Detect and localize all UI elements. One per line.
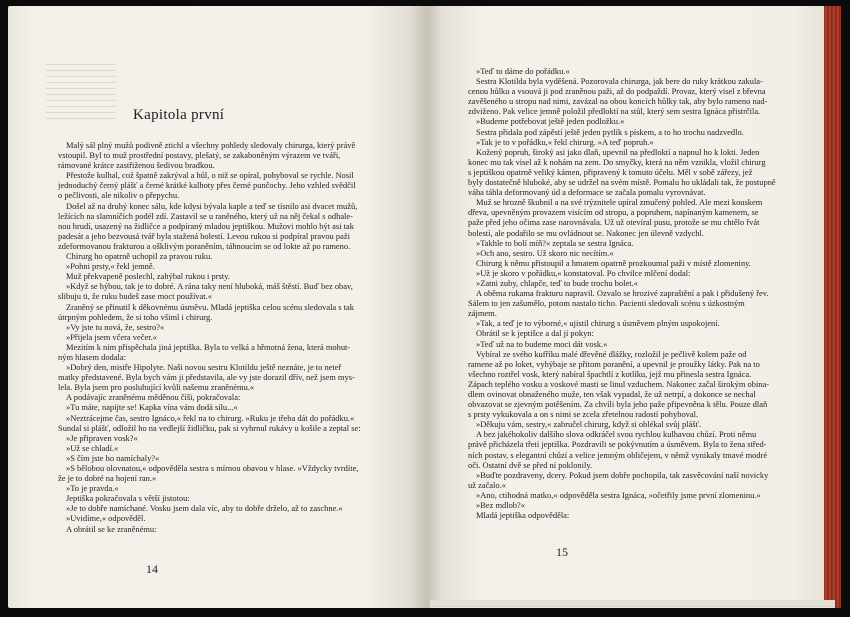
right-text-line: právě přicházela třetí jeptiška. Pozdravili se pokývnutím a úsměvem. Byla to žena střed- bbox=[468, 439, 767, 450]
right-text-line: zájmem. bbox=[468, 308, 497, 319]
left-text-line: slibuju ti, že ruku budeš zase moct používat.« bbox=[58, 291, 212, 302]
left-text-line: ným hlasem dodala: bbox=[58, 351, 126, 362]
right-text-line: ních postav, s elegantní chůzí a velice jemným obličejem, v němž vynikaly tmavé modré bbox=[468, 449, 768, 460]
left-text-line: »S čím jste ho namíchaly?« bbox=[66, 452, 160, 463]
right-text-line: ramene až po loket, vyhýbaje se přitom poranění, a upevnil je proužky látky. Pak na to bbox=[468, 358, 760, 369]
right-text-line: Sestra přidala pod zápěstí ještě jeden pytlík s pískem, a to ho trochu nadzvedlo. bbox=[476, 126, 744, 137]
left-text-line: že je to dobré na hojení ran.« bbox=[58, 473, 157, 484]
left-text-line: Jeptiška pokračovala s větší jistotou: bbox=[66, 493, 190, 504]
right-text-line: dlem ovinovat obnaženého muže, ten však vypadal, že už netrpí, a dokonce se nechal bbox=[468, 389, 756, 399]
left-text-line: Muž překvapeně poslechl, zahýbal rukou i prsty. bbox=[66, 271, 230, 282]
left-text-line: »S bělobou olovnatou,« odpověděla sestra s mírnou obavou v hlase. »Vždycky tvrdíte, bbox=[66, 463, 359, 473]
chapter-title: Kapitola první bbox=[133, 107, 225, 123]
bleed-through-text bbox=[46, 64, 116, 124]
left-text-line: »Když se hýbou, tak je to dobré. A rána taky není hluboká, máš štěstí. Buď bez obav, bbox=[66, 281, 353, 292]
left-text-line: »Dobrý den, mistře Hipolyte. Naši novou sestru Klotildu ještě neznáte, je to neteř bbox=[66, 362, 342, 373]
right-text-line: dřeva, upevněným provazem visícím od stropu, a popruhem, napínaným kamenem, se bbox=[468, 207, 759, 218]
left-text-line: zdeformovanou frakturou a ošklivým poraněním, táhnoucím se od lokte až po rameno. bbox=[58, 240, 351, 251]
right-text-line: zdviženo. Pak velice jemně položil předloktí na stůl, který sem sestra Ignáca přistrčila. bbox=[468, 106, 761, 117]
right-text-line: »Takhle to bolí míň?« zeptala se sestra Ignáca. bbox=[476, 237, 634, 248]
right-text-line: bolestí, ale podařilo se mu ovládnout se. Nakonec jen úlevně vzdychl. bbox=[468, 227, 704, 238]
right-text-line: obvazovat se zjevným potěšením. Za chvíli byla jeho paže připevněna k tělu. Pouze dlaň bbox=[468, 399, 768, 410]
left-text-line: vstoupil. Byl to muž prostřední postavy, plešatý, se zakaboněným výrazem ve tváři, bbox=[58, 150, 341, 161]
left-text-line: »Uvidíme,« odpověděl. bbox=[66, 513, 146, 524]
book-bottom-edge bbox=[430, 600, 835, 608]
right-text-line: Kožený popruh, široký asi jako dlaň, upevnil na předloktí a napnul ho k lokti. Jeden bbox=[476, 146, 760, 157]
left-text-line: padesát a jeho bezvousá tvář byla stažená bolestí. Levou rukou si podpíral pravou paži bbox=[58, 230, 350, 241]
right-text-line: »Buďte pozdraveny, dcery. Pokud jsem dobře pochopila, tak zasvěcování naší novicky bbox=[476, 469, 769, 480]
right-text-line: A oběma rukama frakturu napravil. Ozvalo se hrozivé zapraštění a pak i přidušený řev. bbox=[476, 288, 769, 299]
right-page-body bbox=[468, 66, 808, 520]
right-text-line: váha táhla deformovaný úd a deformace se začala pomalu vyrovnávat. bbox=[468, 187, 706, 198]
left-text-line: »Neztrácejme čas, sestro Ignáco,« řekl na to chirurg. »Ruku je třeba dát do pořádku.« bbox=[66, 412, 355, 423]
right-text-line: konec mu tak visel až k nohám na zem. Do smyčky, která na něm vznikla, vložil chirurg bbox=[468, 156, 766, 167]
right-text-line: »Bez mdlob?« bbox=[476, 500, 525, 511]
right-text-line: Sestra Klotilda byla vyděšená. Pozorovala chirurga, jak bere do ruky krátkou zakula- bbox=[476, 76, 763, 87]
left-page-number: 14 bbox=[146, 562, 158, 576]
right-text-line: Chirurg k němu přistoupil a hmatem opatrně prozkoumal paži v místě zlomeniny. bbox=[476, 257, 751, 268]
left-text-line: Sundal si plášť, odložil ho na vedlejší židličku, pak si vyhrnul rukávy u košile a zeptal se: bbox=[58, 422, 361, 433]
right-text-line: A bez jakéhokoliv dalšího slova odkráčel svou rychlou kulhavou chůzí. Proti němu bbox=[476, 429, 757, 440]
right-text-line: »Tak, a teď je to výborné,« ujistil chirurg s úsměvem plným uspokojení. bbox=[476, 318, 720, 329]
right-text-line: »Ano, ctihodná matko,« odpověděla sestra Ignáca, »očetřily jsme první zlomeninu.« bbox=[476, 489, 761, 500]
right-text-line: »Děkuju vám, sestry,« zabručel chirurg, když si oblékal svůj plášť. bbox=[476, 419, 702, 430]
left-text-line: Přestože kulhal, což špatně zakrýval a hůl, o niž se opíral, pohyboval se rychle. Nosil bbox=[66, 170, 354, 181]
right-text-line: Obrátil se k jeptišce a dal jí pokyn: bbox=[476, 328, 594, 339]
left-text-line: »Už se chladí.« bbox=[66, 442, 119, 453]
left-text-line: Mezitím k nim přispěchala jiná jeptiška. Byla to velká a hřmotná žena, která mohut- bbox=[66, 341, 351, 352]
right-text-line: »Teď to dáme do pořádku.« bbox=[476, 66, 570, 76]
left-text-line: »To je pravda.« bbox=[66, 483, 119, 494]
left-text-line: »Přijela jsem včera večer.« bbox=[66, 331, 157, 342]
right-text-line: Zápach teplého vosku a voskové masti se linul vzduchem. Nakonec začal širokým obina- bbox=[468, 378, 770, 389]
left-text-line: matky představené. Byla bych vám ji představila, ale vy jste dorazil dřív, než jsem mys- bbox=[58, 372, 355, 383]
right-text-line: oči. Ostatní dvě se před ní poklonily. bbox=[468, 459, 593, 470]
left-text-line: o pečlivosti, ale nikoliv o přepychu. bbox=[58, 190, 180, 201]
right-text-line: paže před jeho očima zase narovnávala. Už už otevíral pusu, protože se mu chtělo řvát bbox=[468, 217, 760, 228]
right-text-line: všechno roztřel vosk, který nabíral špachtlí z kotlíku, jejž mu přinesla sestra Ignáca. bbox=[468, 368, 752, 379]
right-text-line: byly dostatečně hluboké, aby se udržel na svém místě. Pomalu ho ukládali tak, že postupně bbox=[468, 177, 776, 188]
left-text-line: lela. Byla jsem pro posluhující kvůli našemu zraněnému.« bbox=[58, 382, 255, 393]
left-text-line: jednoduchý černý plášť a černé krátké kalhoty přes černé punčochy. Jeho vzhled svědčil bbox=[58, 180, 356, 191]
left-text-line: A obrátil se ke zraněnému: bbox=[66, 523, 157, 534]
right-text-line: Vybíral ze svého kufříku malé dřevěné dlážky, rozložil je pečlivě kolem paže od bbox=[476, 348, 747, 359]
left-text-line: Zraněný se přinutil k děkovnému úsměvu. Mladá jeptiška celou scénu sledovala s tak bbox=[66, 301, 354, 312]
left-text-line: »Vy jste tu nová, že, sestro?« bbox=[66, 321, 165, 332]
left-text-line: »Je připraven vosk?« bbox=[66, 432, 138, 443]
right-text-line: s jeptiškou opatrně veliký kámen, připravený k tomuto účelu. Měl v sobě zářezy, jež bbox=[468, 166, 753, 177]
right-text-line: »Budeme potřebovat ještě jeden podložku.« bbox=[476, 116, 625, 127]
right-text-line: »Teď už na to budeme moci dát vosk.« bbox=[476, 338, 608, 349]
right-text-line: cenou hůlku a vsouvá ji pod zraněnou paži, až do podpaždí. Provaz, který visel z břevna bbox=[468, 86, 766, 97]
right-page bbox=[426, 6, 824, 608]
book-page-edge bbox=[824, 6, 841, 608]
left-text-line: rámované krátce zastřiženou šedivou bradkou. bbox=[58, 160, 215, 171]
right-text-line: »Och ano, sestro. Už skoro nic necítím.« bbox=[476, 247, 614, 258]
left-text-line: Malý sál plný mužů podivně ztichl a všechny pohledy sledovaly chirurga, který právě bbox=[66, 140, 356, 150]
right-text-line: Sálem to jen zašumělo, potom nastalo ticho. Pacienti sledovali scénu s úzkostným bbox=[468, 298, 745, 309]
right-text-line: Muž se hrozně škubnil a na své trýznitele upíral zmučený pohled. Ale mezi kouskem bbox=[476, 197, 763, 208]
left-page bbox=[8, 6, 426, 608]
left-text-line: útrpným pohledem, že si toho všiml i chirurg. bbox=[58, 311, 213, 322]
left-text-line: nou hrudí, usazený na židličce a podpíraný mladou jeptiškou. Mužovi mohlo být asi tak bbox=[58, 220, 354, 231]
right-text-line: zavěšeného u stropu nad nimi, zavázal na obou koncích hůlky tak, aby bylo rameno nad- bbox=[468, 96, 768, 107]
right-text-line: »Zatni zuby, chlapče, teď to bude trochu bolet.« bbox=[476, 277, 638, 288]
right-text-line: už začalo.« bbox=[468, 479, 506, 490]
right-page-number: 15 bbox=[556, 545, 568, 559]
left-text-line: Chirurg ho opatrně uchopil za pravou ruku. bbox=[66, 251, 213, 262]
left-text-line: ležících na slamníčích podél zdí. Zastavil se u raněného, který už na něj čekal s odhale- bbox=[58, 210, 353, 221]
left-text-line: »Je to dobře namíchané. Vosku jsem dala víc, aby to dobře drželo, až to zaschne.« bbox=[66, 503, 343, 514]
right-text-line: Mladá jeptiška odpověděla: bbox=[476, 510, 570, 521]
left-text-line: Došel až na druhý konec sálu, kde kdysi bývala kaple a teď se tísnilo asi dvacet mužů, bbox=[66, 200, 358, 211]
left-text-line: A podávajíc zraněnému měděnou číši, pokračovala: bbox=[66, 392, 241, 403]
right-text-line: »Tak je to v pořádku,« řekl chirurg. »A teď popruh.« bbox=[476, 136, 654, 147]
right-text-line: s prsty vykukovala a on s nimi se zcela zřetelnou radostí pohyboval. bbox=[468, 409, 699, 420]
left-page-body bbox=[58, 140, 404, 534]
left-text-line: »Pohni prsty,« řekl jemně. bbox=[66, 261, 155, 272]
right-text-line: »Už je skoro v pořádku,« konstatoval. Po chvilce mlčení dodal: bbox=[476, 267, 691, 278]
left-text-line: »Tu máte, napijte se! Kapka vína vám dodá sílu...« bbox=[66, 402, 238, 413]
